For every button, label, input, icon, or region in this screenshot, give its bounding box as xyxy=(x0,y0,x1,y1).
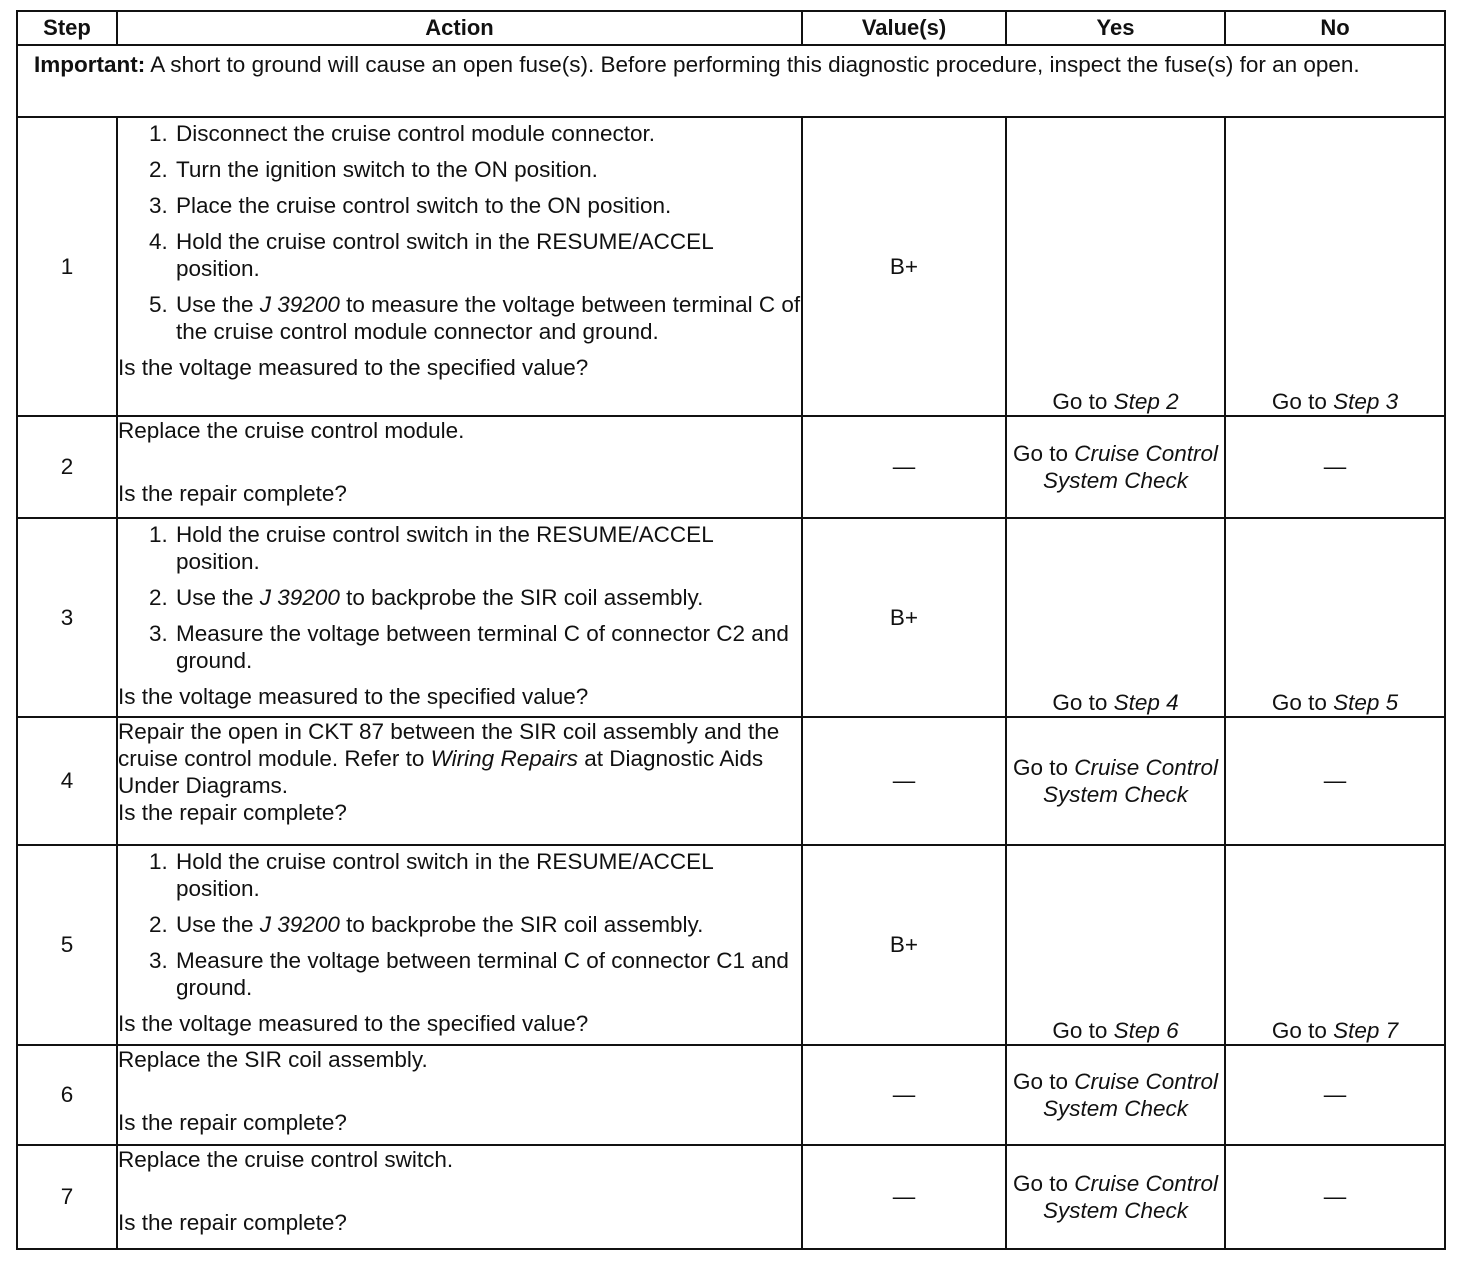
step-number: 1 xyxy=(17,117,117,416)
important-note xyxy=(17,45,1445,117)
action-step: 3. Measure the voltage between terminal C of connector C1 and ground. xyxy=(174,947,801,1001)
action-text: Replace the cruise control module. xyxy=(118,418,465,443)
step-number: 6 xyxy=(17,1045,117,1145)
action-question: Is the voltage measured to the specified value? xyxy=(118,355,589,380)
yes-cell: Go to Step 4 xyxy=(1006,518,1225,717)
action-cell xyxy=(117,845,802,1045)
tool-reference: J 39200 xyxy=(259,912,340,937)
goto-link[interactable]: Cruise Control System Check xyxy=(1042,1069,1219,1121)
table-row-step-4 xyxy=(17,717,1445,845)
action-steps-list xyxy=(118,848,801,1001)
action-step: 3. Measure the voltage between terminal C of connector C2 and ground. xyxy=(174,620,801,674)
action-text: Repair the open in CKT 87 between the SIR coil assembly and the cruise control module. Refer to Wiring Repairs at Diagnostic Aids Under Diagrams. xyxy=(118,719,780,798)
value-cell: B+ xyxy=(802,117,1006,416)
header-values: Value(s) xyxy=(802,11,1006,45)
action-text: Replace the cruise control switch. xyxy=(118,1147,454,1172)
table-row-step-3 xyxy=(17,518,1445,717)
action-question: Is the voltage measured to the specified value? xyxy=(118,684,589,709)
diagnostic-table xyxy=(16,10,1446,1250)
yes-cell: Go to Cruise Control System Check xyxy=(1006,1045,1225,1145)
action-cell xyxy=(117,1145,802,1249)
table-row-step-2 xyxy=(17,416,1445,518)
action-cell xyxy=(117,416,802,518)
table-row-step-7 xyxy=(17,1145,1445,1249)
header-yes: Yes xyxy=(1006,11,1225,45)
yes-cell: Go to Cruise Control System Check xyxy=(1006,416,1225,518)
action-step: 2. Use the J 39200 to backprobe the SIR coil assembly. xyxy=(174,584,801,611)
yes-cell: Go to Step 6 xyxy=(1006,845,1225,1045)
action-question: Is the voltage measured to the specified value? xyxy=(118,1011,589,1036)
no-cell: Go to Step 7 xyxy=(1225,845,1445,1045)
reference-link[interactable]: Wiring Repairs xyxy=(430,746,578,771)
yes-cell: Go to Cruise Control System Check xyxy=(1006,1145,1225,1249)
step-number: 4 xyxy=(17,717,117,845)
action-step: 5. Use the J 39200 to measure the voltage between terminal C of the cruise control module connector and ground. xyxy=(174,291,801,345)
no-cell: Go to Step 3 xyxy=(1225,117,1445,416)
no-cell: — xyxy=(1225,1145,1445,1249)
table-row-step-1 xyxy=(17,117,1445,416)
no-cell: — xyxy=(1225,416,1445,518)
action-question: Is the repair complete? xyxy=(118,481,347,506)
action-step: 2. Turn the ignition switch to the ON position. xyxy=(174,156,801,183)
goto-link[interactable]: Step 2 xyxy=(1113,389,1179,414)
action-cell xyxy=(117,717,802,845)
table-row-step-6 xyxy=(17,1045,1445,1145)
yes-cell: Go to Cruise Control System Check xyxy=(1006,717,1225,845)
value-cell: — xyxy=(802,1145,1006,1249)
goto-link[interactable]: Step 5 xyxy=(1333,690,1399,715)
goto-link[interactable]: Step 3 xyxy=(1333,389,1399,414)
action-step: 3. Place the cruise control switch to the ON position. xyxy=(174,192,801,219)
value-cell: B+ xyxy=(802,518,1006,717)
value-cell: — xyxy=(802,416,1006,518)
action-text: Replace the SIR coil assembly. xyxy=(118,1047,428,1072)
no-cell: — xyxy=(1225,717,1445,845)
action-cell xyxy=(117,518,802,717)
step-number: 7 xyxy=(17,1145,117,1249)
yes-cell: Go to Step 2 xyxy=(1006,117,1225,416)
action-cell xyxy=(117,1045,802,1145)
important-label: Important: xyxy=(34,52,146,77)
action-cell xyxy=(117,117,802,416)
action-step: 2. Use the J 39200 to backprobe the SIR coil assembly. xyxy=(174,911,801,938)
goto-link[interactable]: Step 7 xyxy=(1333,1018,1399,1043)
action-steps-list xyxy=(118,120,801,345)
goto-link[interactable]: Step 6 xyxy=(1113,1018,1179,1043)
action-step: 1. Hold the cruise control switch in the RESUME/ACCEL position. xyxy=(174,848,801,902)
action-step: 1. Hold the cruise control switch in the RESUME/ACCEL position. xyxy=(174,521,801,575)
goto-link[interactable]: Cruise Control System Check xyxy=(1042,1171,1219,1223)
action-step: 1. Disconnect the cruise control module connector. xyxy=(174,120,801,147)
no-cell: Go to Step 5 xyxy=(1225,518,1445,717)
header-row xyxy=(17,11,1445,45)
important-note-row xyxy=(17,45,1445,117)
step-number: 3 xyxy=(17,518,117,717)
value-cell: — xyxy=(802,1045,1006,1145)
important-text: A short to ground will cause an open fuse(s). Before performing this diagnostic procedure, inspect the fuse(s) for an open. xyxy=(145,52,1360,77)
goto-link[interactable]: Step 4 xyxy=(1113,690,1179,715)
no-cell: — xyxy=(1225,1045,1445,1145)
value-cell: — xyxy=(802,717,1006,845)
action-question: Is the repair complete? xyxy=(118,1210,347,1235)
tool-reference: J 39200 xyxy=(259,585,340,610)
goto-link[interactable]: Cruise Control System Check xyxy=(1042,441,1219,493)
header-step: Step xyxy=(17,11,117,45)
value-cell: B+ xyxy=(802,845,1006,1045)
step-number: 5 xyxy=(17,845,117,1045)
action-steps-list xyxy=(118,521,801,674)
table-row-step-5 xyxy=(17,845,1445,1045)
tool-reference: J 39200 xyxy=(259,292,340,317)
action-question: Is the repair complete? xyxy=(118,800,347,825)
action-step: 4. Hold the cruise control switch in the RESUME/ACCEL position. xyxy=(174,228,801,282)
header-action: Action xyxy=(117,11,802,45)
header-no: No xyxy=(1225,11,1445,45)
goto-link[interactable]: Cruise Control System Check xyxy=(1042,755,1219,807)
step-number: 2 xyxy=(17,416,117,518)
action-question: Is the repair complete? xyxy=(118,1110,347,1135)
